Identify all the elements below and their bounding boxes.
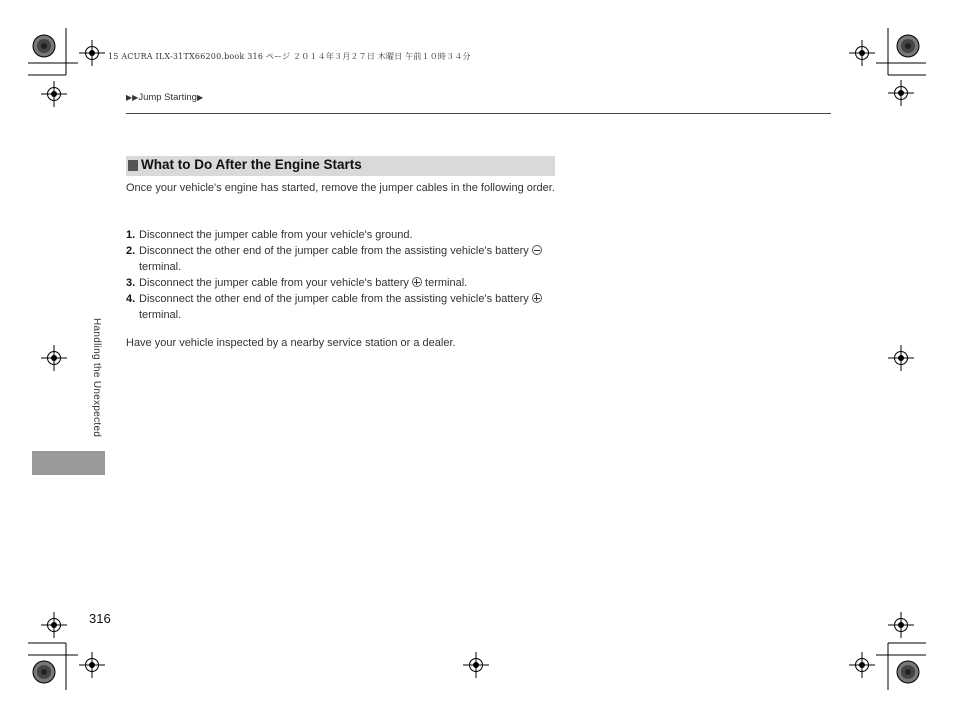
registration-mark-icon	[463, 652, 489, 678]
breadcrumb-arrow-icon: ▶	[196, 93, 204, 102]
steps-list	[126, 227, 558, 323]
page-number: 316	[89, 611, 111, 626]
registration-mark-icon	[28, 28, 105, 107]
section-title: What to Do After the Engine Starts	[141, 157, 362, 172]
plus-terminal-icon	[412, 277, 422, 287]
step-text: Disconnect the jumper cable from your vehicle's battery	[139, 277, 409, 289]
section-square-icon	[128, 160, 138, 171]
list-item	[126, 227, 558, 243]
registration-mark-icon	[849, 612, 926, 690]
header-divider	[126, 113, 831, 114]
step-text-end: terminal.	[425, 277, 468, 289]
closing-paragraph: Have your vehicle inspected by a nearby service station or a dealer.	[126, 337, 456, 349]
chapter-side-label: Handling the Unexpected	[91, 318, 102, 438]
step-text: Disconnect the other end of the jumper cable from the assisting vehicle's battery	[139, 245, 529, 257]
intro-paragraph: Once your vehicle's engine has started, remove the jumper cables in the following order.	[126, 182, 555, 194]
step-number: 2.	[126, 245, 136, 257]
minus-terminal-icon	[532, 245, 542, 255]
registration-mark-icon	[41, 345, 67, 371]
chapter-tab	[32, 451, 105, 475]
registration-mark-icon	[849, 28, 926, 106]
section-header	[126, 156, 555, 176]
step-number: 1.	[126, 229, 136, 241]
step-text-end: terminal.	[139, 309, 182, 321]
step-text-end: terminal.	[139, 261, 182, 273]
step-number: 4.	[126, 293, 136, 305]
list-item	[126, 291, 558, 323]
step-text: Disconnect the jumper cable from your vehicle's ground.	[139, 229, 413, 241]
step-number: 3.	[126, 277, 136, 289]
breadcrumb-item[interactable]: Jump Starting	[138, 92, 197, 103]
list-item	[126, 243, 558, 275]
list-item	[126, 275, 558, 291]
breadcrumb-arrow-icon: ▶▶	[126, 93, 139, 102]
print-header: 15 ACURA ILX-31TX66200.book 316 ページ ２０１４年３月２７日 木曜日 午前１０時３４分	[108, 52, 471, 61]
plus-terminal-icon	[532, 293, 542, 303]
breadcrumb	[126, 92, 203, 103]
registration-mark-icon	[888, 345, 914, 371]
step-text: Disconnect the other end of the jumper cable from the assisting vehicle's battery	[139, 293, 529, 305]
